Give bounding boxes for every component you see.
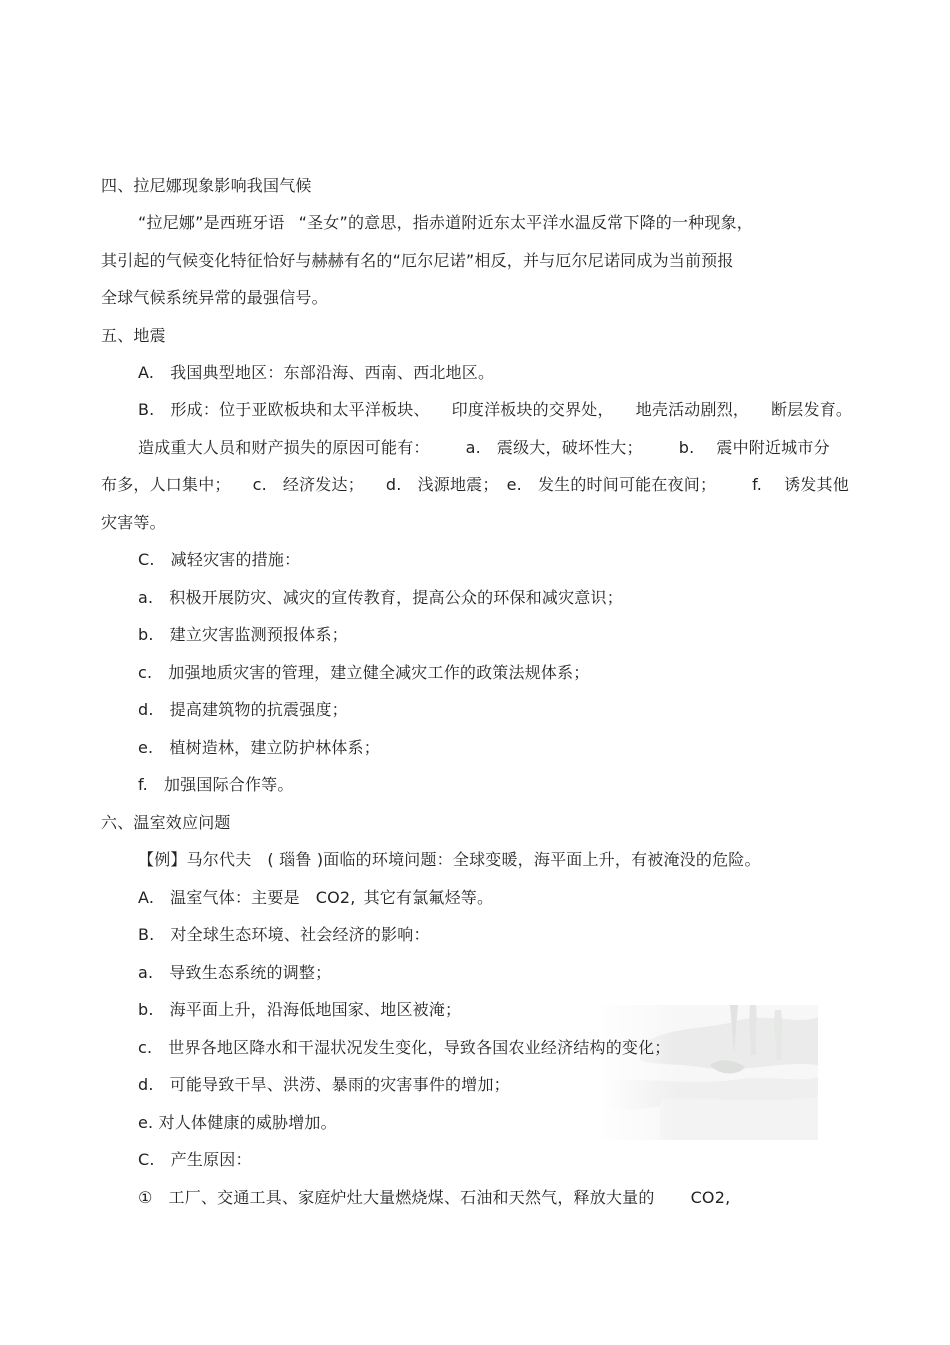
list-text: 形成：位于亚欧板块和太平洋板块、 — [170, 400, 430, 419]
list-marker: e. — [138, 738, 154, 757]
list-marker: b. — [138, 1000, 154, 1019]
list-text: 提高建筑物的抗震强度； — [169, 700, 348, 719]
section-5-causes-line-2 — [101, 474, 849, 496]
text-segment: “圣女”的意思，指赤道附近东太平洋水温反常下降的一种现象， — [298, 213, 753, 232]
impact-item — [138, 1074, 510, 1096]
text-segment: 布多，人口集中； — [101, 475, 231, 494]
section-5-causes-line-1 — [138, 437, 830, 459]
section-5-item-c — [138, 549, 300, 571]
impact-item — [138, 962, 331, 984]
section-5-causes-line-3: 灾害等。 — [101, 513, 166, 532]
measure-item — [138, 737, 380, 759]
section-5-item-b — [138, 399, 852, 421]
list-marker: b. — [678, 438, 695, 457]
text-segment: ( 瑙鲁 ) — [267, 850, 324, 869]
text-segment: 浅源地震； — [417, 475, 499, 494]
co2-formula: CO2, — [690, 1188, 731, 1207]
measure-item — [138, 624, 348, 646]
text-segment: 经济发达； — [282, 475, 364, 494]
section-4-paragraph-line-3: 全球气候系统异常的最强信号。 — [101, 288, 328, 307]
list-text: 印度洋板块的交界处， — [451, 400, 614, 419]
section-6-item-b — [138, 924, 430, 946]
text-segment: 造成重大人员和财产损失的原因可能有： — [138, 438, 430, 457]
list-marker: a. — [465, 438, 481, 457]
section-4-heading: 四、拉尼娜现象影响我国气候 — [101, 176, 312, 195]
text-segment: 震级大，破坏性大； — [496, 438, 643, 457]
list-text: 断层发育。 — [771, 400, 853, 419]
list-text: 可能导致干旱、洪涝、暴雨的灾害事件的增加； — [169, 1075, 510, 1094]
list-text: 导致生态系统的调整； — [169, 963, 332, 982]
list-marker: f. — [138, 775, 148, 794]
list-marker: d. — [138, 700, 154, 719]
list-text: 工厂、交通工具、家庭炉灶大量燃烧煤、石油和天然气，释放大量的 — [168, 1188, 655, 1207]
section-4-paragraph-line-2: 其引起的气候变化特征恰好与赫赫有名的“厄尔尼诺”相反，并与厄尔尼诺同成为当前预报 — [101, 251, 734, 270]
list-text: 其它有氯氟烃等。 — [363, 888, 494, 907]
section-5-item-a — [138, 362, 494, 384]
impact-item — [138, 999, 461, 1021]
list-text: 植树造林，建立防护林体系； — [169, 738, 380, 757]
list-text: 海平面上升，沿海低地国家、地区被淹； — [169, 1000, 462, 1019]
measure-item — [138, 662, 590, 684]
list-text: 我国典型地区：东部沿海、西南、西北地区。 — [170, 363, 495, 382]
list-marker: B. — [138, 925, 155, 944]
list-text: 减轻灾害的措施： — [170, 550, 301, 569]
list-marker: a. — [138, 963, 154, 982]
list-marker: c. — [138, 663, 153, 682]
cause-item-1 — [138, 1187, 730, 1209]
list-text: 温室气体：主要是 — [170, 888, 300, 907]
list-marker: C. — [138, 1150, 155, 1169]
measure-item — [138, 774, 294, 796]
list-marker: c. — [138, 1038, 153, 1057]
text-segment: 发生的时间可能在夜间； — [537, 475, 717, 494]
list-text: 积极开展防灾、减灾的宣传教育，提高公众的环保和减灾意识； — [169, 588, 623, 607]
list-text: 加强地质灾害的管理，建立健全减灾工作的政策法规体系； — [168, 663, 590, 682]
list-marker: b. — [138, 625, 154, 644]
list-text: 加强国际合作等。 — [163, 775, 294, 794]
section-4-paragraph-line-1 — [138, 212, 753, 234]
measure-item — [138, 587, 623, 609]
impact-item-e: e. 对人体健康的威胁增加。 — [138, 1113, 337, 1132]
list-text: 对全球生态环境、社会经济的影响： — [170, 925, 430, 944]
text-segment: 震中附近城市分 — [716, 438, 830, 457]
circled-number-marker: ① — [138, 1188, 153, 1207]
text-segment: 面临的环境问题：全球变暖，海平面上升，有被淹没的危险。 — [323, 850, 761, 869]
list-text: 世界各地区降水和干湿状况发生变化，导致各国农业经济结构的变化； — [168, 1038, 671, 1057]
section-6-item-a — [138, 887, 493, 909]
list-marker: f. — [752, 475, 763, 494]
list-text: 建立灾害监测预报体系； — [169, 625, 348, 644]
list-text: 地壳活动剧烈， — [635, 400, 750, 419]
text-segment: 【例】马尔代夫 — [138, 850, 252, 869]
list-marker: c. — [252, 475, 267, 494]
list-marker: C. — [138, 550, 155, 569]
list-marker: A. — [138, 888, 155, 907]
section-6-example — [138, 849, 761, 871]
section-6-item-c — [138, 1149, 252, 1171]
measure-item — [138, 699, 348, 721]
impact-item — [138, 1037, 671, 1059]
section-5-heading: 五、地震 — [101, 326, 166, 345]
list-text: 产生原因： — [170, 1150, 252, 1169]
text-segment: 诱发其他 — [784, 475, 849, 494]
section-6-heading: 六、温室效应问题 — [101, 813, 231, 832]
list-marker: a. — [138, 588, 154, 607]
list-marker: B. — [138, 400, 155, 419]
text-segment: “拉尼娜”是西班牙语 — [138, 213, 285, 232]
list-marker: d. — [138, 1075, 154, 1094]
list-marker: d. — [385, 475, 402, 494]
landscape-watermark-image — [600, 1005, 818, 1140]
list-marker: e. — [506, 475, 522, 494]
list-marker: A. — [138, 363, 155, 382]
co2-formula: CO2, — [315, 888, 356, 907]
